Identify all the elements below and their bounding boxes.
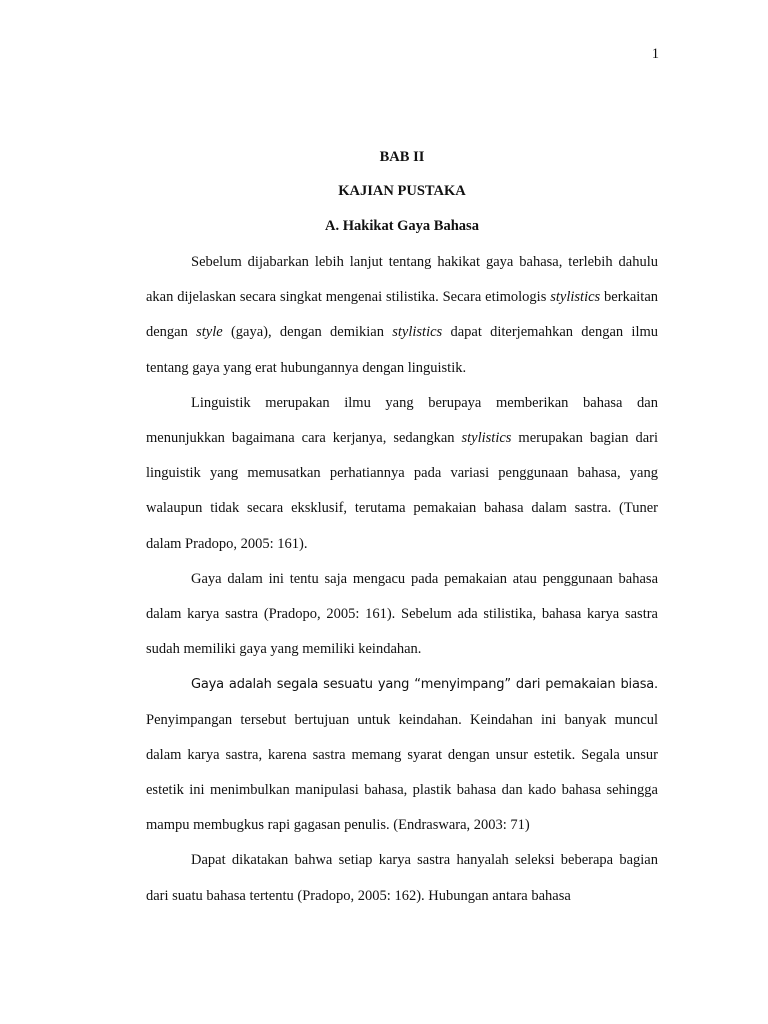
paragraph-5: Dapat dikatakan bahwa setiap karya sastra hanyalah seleksi beberapa bagian dari suatu bahasa tertentu (Pradopo, 2005: 162). Hubungan antara bahasa [146,852,658,904]
page-number: 1 [651,46,659,62]
chapter-title: KAJIAN PUSTAKA [338,183,466,199]
paragraph-2 [146,386,658,562]
chapter-heading: BAB II [379,149,425,165]
text-run: merupakan bagian dari linguistik yang memusatkan perhatiannya pada variasi penggunaan bahasa, yang walaupun tidak secara eksklusif, terutama pemakaian bahasa dalam sastra. (Tuner dalam Pradopo, 2005: 161). [146,430,658,552]
text-run: berkaitan dengan [146,289,659,341]
quoted-definition: Gaya adalah segala sesuatu yang “menyimpang” dari pemakaian biasa. [191,677,658,693]
italic-term: stylistics [392,324,443,341]
paragraph-4 [146,667,658,843]
text-run: Sebelum dijabarkan lebih lanjut tentang hakikat gaya bahasa, terlebih dahulu akan dijelaskan secara singkat mengenai stilistika. Secara etimologis [146,254,658,306]
text-run: Linguistik merupakan ilmu yang berupaya memberikan bahasa dan menunjukkan bagaimana cara kerjanya, sedangkan [146,394,658,447]
text-run: (gaya), dengan demikian [222,324,393,341]
text-run: dapat diterjemahkan dengan ilmu tentang gaya yang erat hubungannya dengan linguistik. [146,324,659,376]
body-text [146,245,658,914]
italic-term: style [196,324,223,341]
italic-term: stylistics [461,430,512,447]
paragraph-3: Gaya dalam ini tentu saja mengacu pada pemakaian atau penggunaan bahasa dalam karya sastra (Pradopo, 2005: 161). Sebelum ada stilistika, bahasa karya sastra sudah memiliki gaya yang memiliki keindahan. [146,570,658,658]
text-run: Penyimpangan tersebut bertujuan untuk keindahan. Keindahan ini banyak muncul dalam karya sastra, karena sastra memang syarat dengan unsur estetik. Segala unsur estetik ini menimbulkan manipulasi bahasa, plastik bahasa dan kado bahasa sehingga mampu membugkus rapi gagasan penulis. (Endraswara, 2003: 71) [146,711,658,834]
paragraph-1 [146,245,658,386]
section-title: A. Hakikat Gaya Bahasa [325,218,479,234]
italic-term: stylistics [550,289,601,306]
